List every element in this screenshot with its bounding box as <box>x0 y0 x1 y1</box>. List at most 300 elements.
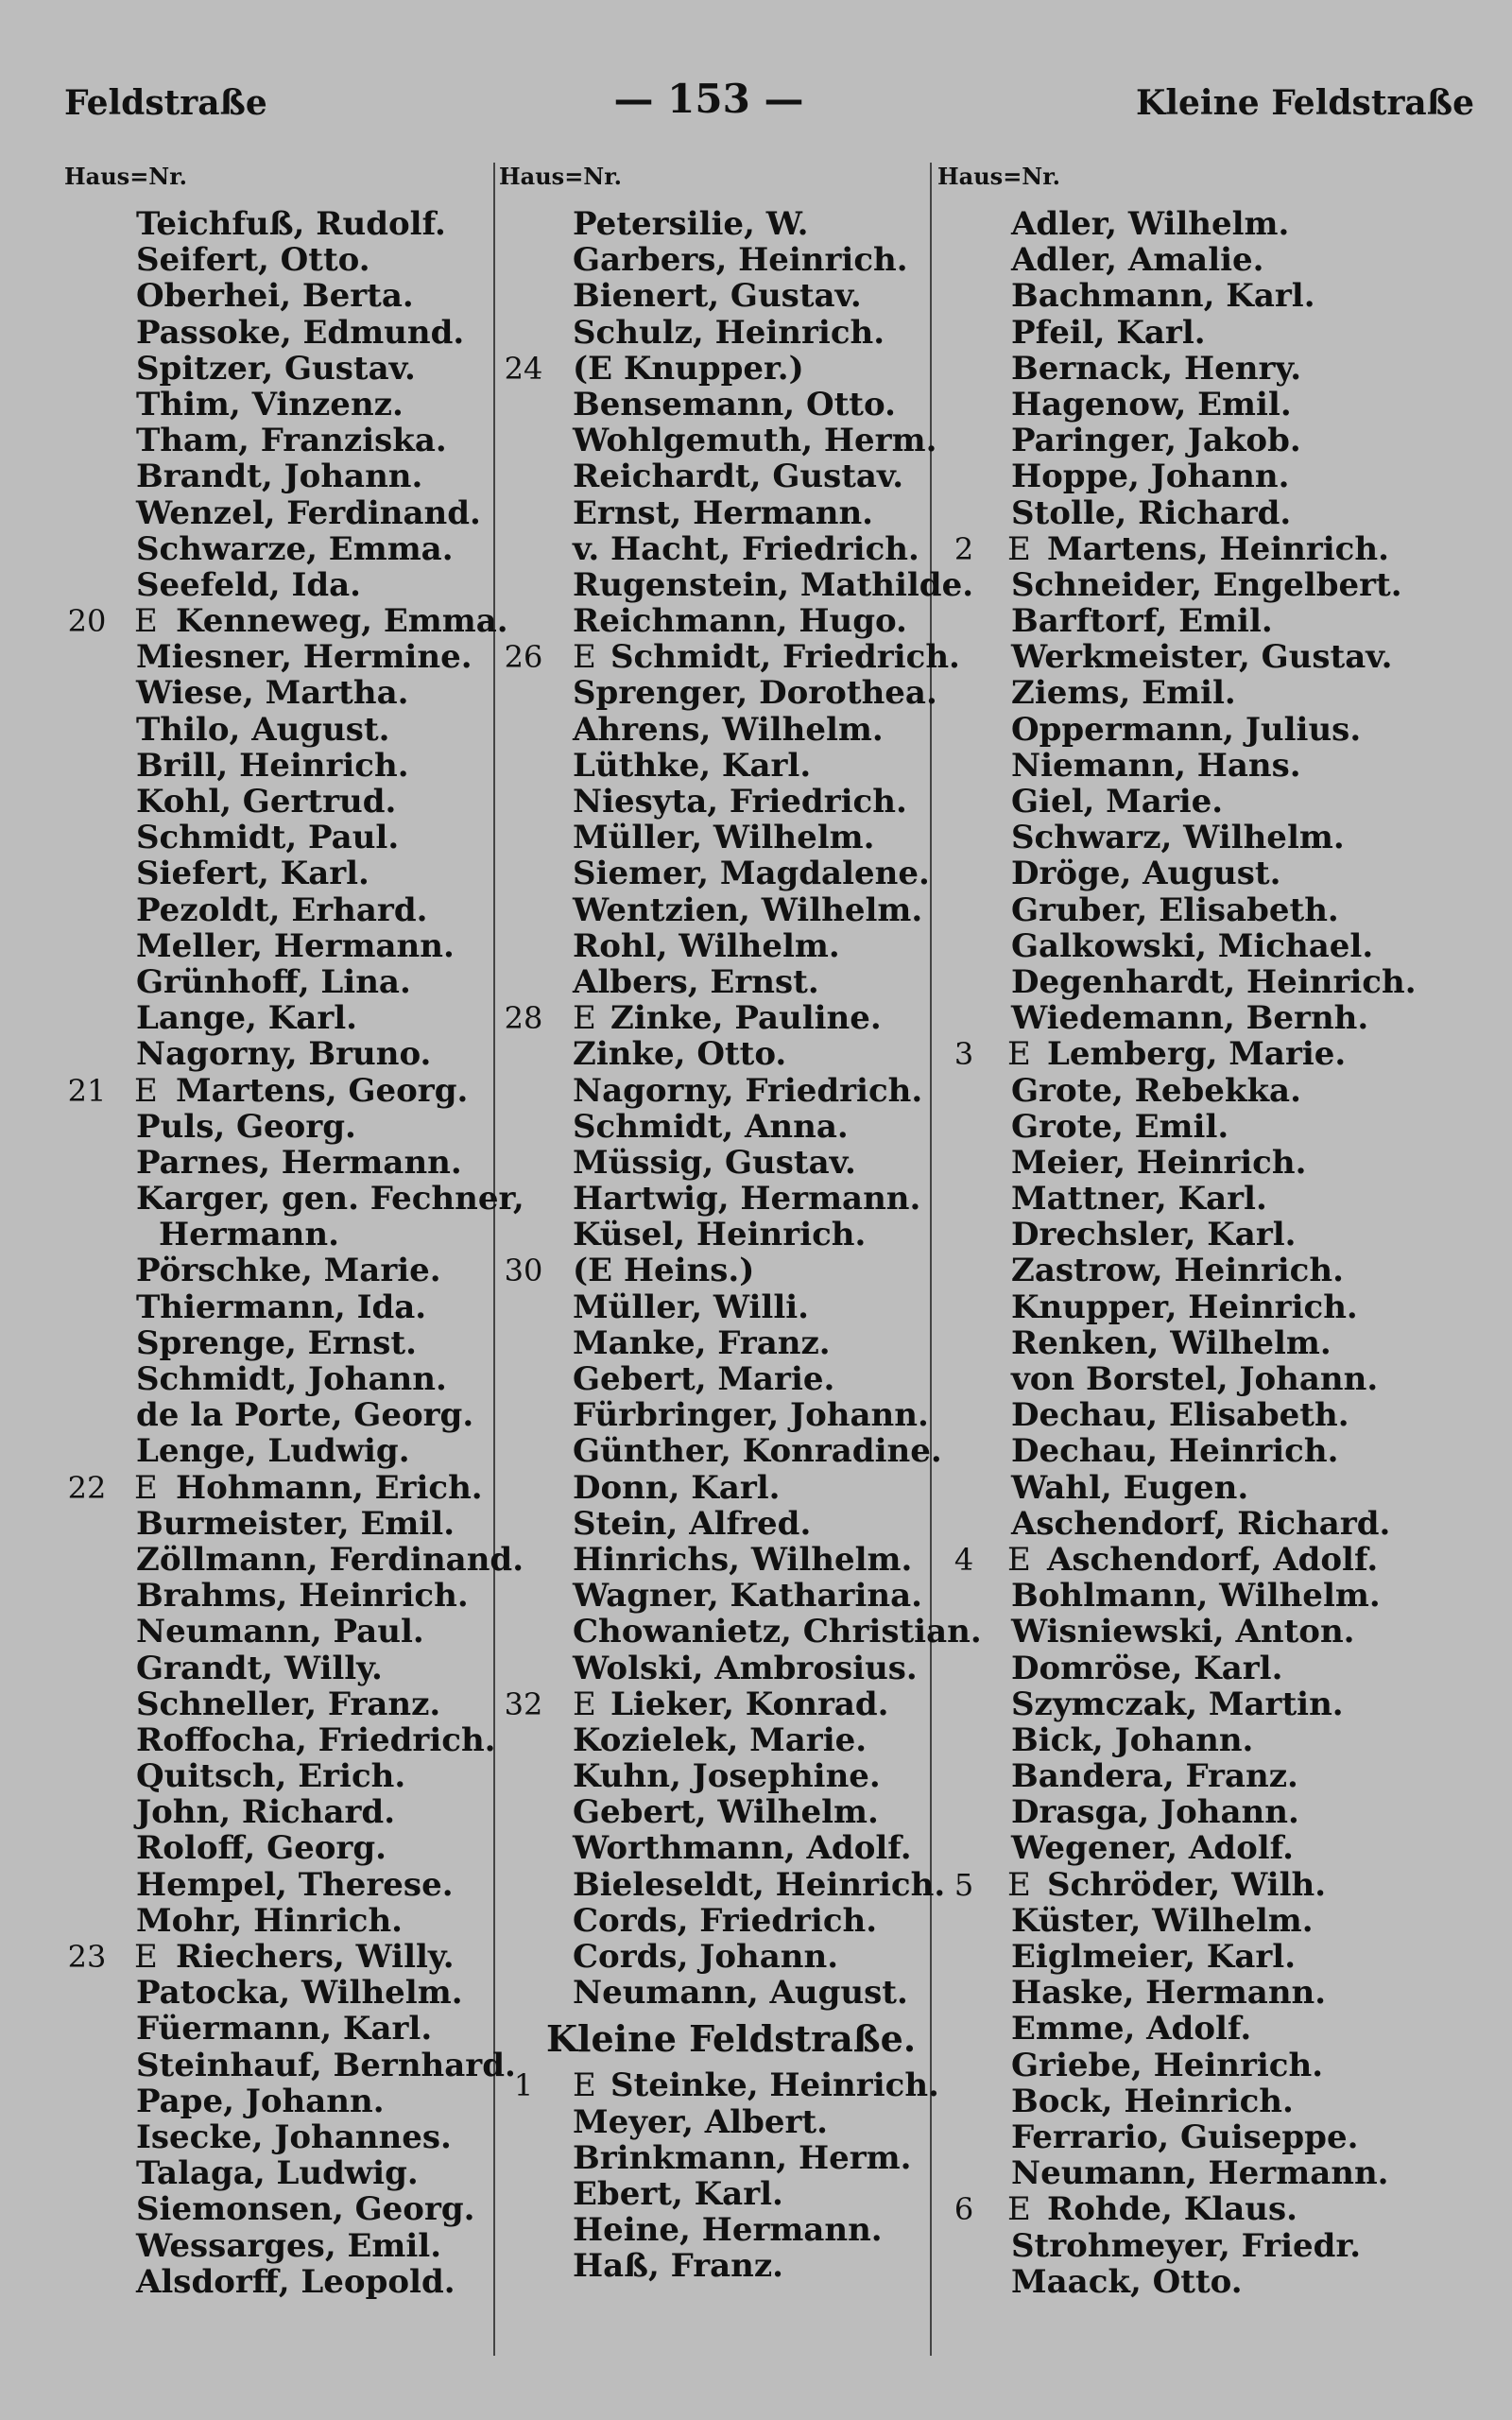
resident-name: Spitzer, Gustav. <box>136 349 416 388</box>
resident-name: Küsel, Heinrich. <box>573 1216 867 1254</box>
resident-name: Thiermann, Ida. <box>136 1288 427 1326</box>
resident-name: Ahrens, Wilhelm. <box>573 710 884 749</box>
resident-name: Kuhn, Josephine. <box>573 1757 881 1796</box>
resident-entry <box>499 495 934 531</box>
resident-entry <box>499 928 934 964</box>
resident-name: Albers, Ernst. <box>573 962 819 1001</box>
resident-entry <box>62 2119 497 2155</box>
resident-entry <box>939 2083 1383 2119</box>
house-number: 5 <box>954 1866 974 1903</box>
resident-name: Aschendorf, Richard. <box>1011 1504 1391 1543</box>
resident-entry <box>499 1361 934 1397</box>
resident-name: Quitsch, Erich. <box>136 1757 406 1796</box>
resident-entry <box>499 1651 934 1686</box>
resident-entry <box>62 2191 497 2227</box>
resident-name: Riechers, Willy. <box>176 1938 455 1976</box>
resident-entry <box>62 2083 497 2119</box>
resident-name: Galkowski, Michael. <box>1011 926 1374 965</box>
resident-entry <box>939 1903 1383 1939</box>
resident-name: (E Heins.) <box>573 1252 755 1290</box>
resident-entry <box>62 495 497 531</box>
resident-entry <box>939 1361 1383 1397</box>
house-number: 23 <box>67 1939 107 1975</box>
resident-name: Grünhoff, Lina. <box>136 962 411 1001</box>
resident-name: Talaga, Ludwig. <box>136 2154 419 2193</box>
resident-entry <box>939 892 1383 928</box>
resident-name: Maack, Otto. <box>1011 2262 1243 2301</box>
resident-name: Rohl, Wilhelm. <box>573 926 840 965</box>
resident-name: Renken, Wilhelm. <box>1011 1323 1332 1362</box>
resident-entry <box>62 1253 497 1288</box>
resident-name: Seifert, Otto. <box>136 241 370 280</box>
resident-entry <box>62 1722 497 1758</box>
resident-name: Dechau, Elisabeth. <box>1011 1396 1349 1435</box>
house-number: 4 <box>954 1541 974 1578</box>
resident-entry <box>62 2155 497 2191</box>
resident-name: Reichmann, Hugo. <box>573 602 907 641</box>
owner-mark: E <box>1007 2190 1031 2229</box>
resident-entry <box>499 206 934 242</box>
resident-name: Siemer, Magdalene. <box>573 855 930 893</box>
resident-name: Niemann, Hans. <box>1011 746 1301 785</box>
resident-entry <box>62 458 497 494</box>
resident-entry <box>499 1289 934 1325</box>
resident-name: Rohde, Klaus. <box>1047 2190 1297 2229</box>
resident-entry <box>62 892 497 928</box>
resident-name: Wisniewski, Anton. <box>1011 1613 1355 1651</box>
resident-entry <box>939 423 1383 458</box>
resident-name: Lemberg, Marie. <box>1047 1035 1347 1074</box>
resident-name: Paringer, Jakob. <box>1011 422 1301 460</box>
resident-name: Wentzien, Wilhelm. <box>573 890 923 929</box>
resident-entry <box>62 1794 497 1830</box>
resident-entry <box>499 1145 934 1181</box>
resident-name: Bensemann, Otto. <box>573 385 896 424</box>
resident-entry <box>62 1000 497 1036</box>
owner-mark: E <box>1007 529 1031 568</box>
resident-name: Lieker, Konrad. <box>610 1685 889 1723</box>
resident-entry <box>939 495 1383 531</box>
resident-entry <box>939 1867 1383 1903</box>
resident-name: Steinhauf, Bernhard. <box>136 2046 516 2084</box>
resident-name: Gruber, Elisabeth. <box>1011 890 1339 929</box>
resident-name: Wenzel, Ferdinand. <box>136 493 481 532</box>
resident-name: Karger, gen. Fechner, <box>136 1180 524 1219</box>
resident-name: Brandt, Johann. <box>136 458 423 496</box>
resident-name: Pezoldt, Erhard. <box>136 890 428 929</box>
house-number: 21 <box>67 1072 107 1109</box>
resident-name: Zastrow, Heinrich. <box>1011 1252 1344 1290</box>
resident-entry <box>939 1686 1383 1722</box>
resident-entry <box>939 2048 1383 2083</box>
resident-name: v. Hacht, Friedrich. <box>573 529 919 568</box>
resident-entry <box>62 1073 497 1109</box>
resident-entry <box>499 2066 939 2105</box>
resident-entry <box>939 242 1383 278</box>
resident-name: Wiedemann, Bernh. <box>1011 999 1369 1038</box>
resident-name: Adler, Wilhelm. <box>1011 205 1290 243</box>
resident-entry <box>499 458 934 494</box>
resident-entry <box>499 2140 934 2176</box>
resident-name: Schmidt, Anna. <box>573 1107 849 1146</box>
owner-mark: E <box>1007 1865 1031 1904</box>
resident-entry <box>939 1073 1383 1109</box>
resident-entry <box>62 1540 524 1579</box>
resident-name: Wagner, Katharina. <box>573 1577 922 1616</box>
resident-entry <box>62 1975 497 2011</box>
resident-name: Müller, Willi. <box>573 1288 810 1326</box>
house-number: 32 <box>504 1685 543 1722</box>
resident-name: Wessarges, Emil. <box>136 2226 442 2265</box>
resident-name: Degenhardt, Heinrich. <box>1011 962 1417 1001</box>
resident-entry <box>939 1217 1383 1253</box>
resident-name: Meller, Hermann. <box>136 926 455 965</box>
resident-entry <box>499 856 934 891</box>
resident-entry <box>939 1289 1383 1325</box>
resident-entry <box>499 2212 934 2248</box>
owner-mark: E <box>573 638 596 677</box>
resident-name: Oberhei, Berta. <box>136 277 414 316</box>
resident-name: Patocka, Wilhelm. <box>136 1974 463 2013</box>
resident-entry <box>939 1830 1383 1866</box>
resident-name: Puls, Georg. <box>136 1107 356 1146</box>
resident-entry <box>62 1325 497 1361</box>
resident-entry <box>499 1253 934 1288</box>
resident-name: Hartwig, Hermann. <box>573 1180 921 1219</box>
resident-name: Drasga, Johann. <box>1011 1793 1299 1832</box>
resident-name: Barftorf, Emil. <box>1011 602 1273 641</box>
resident-name: Stein, Alfred. <box>573 1504 812 1543</box>
resident-name: Heine, Hermann. <box>573 2211 883 2250</box>
resident-entry <box>499 1325 934 1361</box>
resident-entry <box>499 565 974 604</box>
resident-name: Griebe, Heinrich. <box>1011 2046 1324 2084</box>
resident-entry <box>499 278 934 314</box>
resident-entry <box>499 242 934 278</box>
resident-entry <box>62 278 497 314</box>
resident-name: Grote, Rebekka. <box>1011 1071 1301 1110</box>
resident-entry <box>939 1504 1391 1543</box>
resident-entry <box>499 1109 934 1145</box>
resident-entry <box>939 1794 1383 1830</box>
resident-name: Küster, Wilhelm. <box>1011 1901 1314 1940</box>
resident-entry <box>499 1217 934 1253</box>
resident-name: Schwarze, Emma. <box>136 529 454 568</box>
resident-entry <box>939 856 1383 891</box>
resident-entry <box>939 2228 1383 2264</box>
resident-name: Martens, Georg. <box>176 1071 469 1110</box>
resident-entry <box>62 1109 497 1145</box>
resident-entry <box>62 964 497 1000</box>
resident-name: Passoke, Edmund. <box>136 313 465 352</box>
resident-entry <box>499 1613 982 1651</box>
resident-name: Ziems, Emil. <box>1011 674 1236 713</box>
resident-entry <box>499 1036 934 1072</box>
resident-name: Eiglmeier, Karl. <box>1011 1938 1297 1976</box>
resident-name: Hinrichs, Wilhelm. <box>573 1540 913 1579</box>
resident-entry <box>939 712 1383 748</box>
resident-name: Pape, Johann. <box>136 2082 385 2120</box>
resident-name: Neumann, Paul. <box>136 1613 424 1651</box>
resident-name: Pfeil, Karl. <box>1011 313 1206 352</box>
resident-entry <box>939 603 1383 639</box>
resident-entry <box>939 206 1383 242</box>
resident-name: Seefeld, Ida. <box>136 565 361 604</box>
resident-name: Schmidt, Paul. <box>136 819 400 857</box>
house-number: 30 <box>504 1253 543 1289</box>
house-number: 2 <box>954 530 974 567</box>
resident-entry <box>62 1578 497 1614</box>
resident-column-2 <box>499 205 982 2286</box>
resident-entry <box>62 1470 497 1506</box>
resident-name: Bock, Heinrich. <box>1011 2082 1294 2120</box>
resident-entry <box>62 602 508 641</box>
resident-entry <box>499 1000 934 1036</box>
resident-name: Alsdorff, Leopold. <box>136 2262 455 2301</box>
resident-entry <box>939 1614 1383 1650</box>
resident-name: Kohl, Gertrud. <box>136 783 397 821</box>
resident-entry <box>939 278 1383 314</box>
resident-entry <box>62 1036 497 1072</box>
column-label: Haus=Nr. <box>937 163 1061 190</box>
resident-entry <box>939 2119 1383 2155</box>
resident-name: Brinkmann, Herm. <box>573 2138 912 2177</box>
resident-entry <box>62 856 497 891</box>
resident-entry <box>499 1686 934 1722</box>
resident-name: Aschendorf, Adolf. <box>1047 1540 1379 1579</box>
resident-entry <box>499 1794 934 1830</box>
resident-entry <box>939 315 1383 351</box>
resident-name: Wolski, Ambrosius. <box>573 1649 918 1687</box>
resident-entry <box>939 1433 1383 1469</box>
resident-name: Bohlmann, Wilhelm. <box>1011 1577 1381 1616</box>
column-label: Haus=Nr. <box>64 163 188 190</box>
resident-name: Dechau, Heinrich. <box>1011 1432 1339 1471</box>
owner-mark: E <box>134 602 158 641</box>
resident-name: Nagorny, Friedrich. <box>573 1071 923 1110</box>
resident-name: Zinke, Pauline. <box>610 999 882 1038</box>
resident-entry <box>939 1325 1383 1361</box>
street-subheading: Kleine Feldstraße. <box>546 2017 917 2061</box>
resident-name: Neumann, Hermann. <box>1011 2154 1389 2193</box>
resident-entry <box>499 712 934 748</box>
resident-entry <box>62 1180 524 1219</box>
resident-name: Dröge, August. <box>1011 855 1281 893</box>
resident-name: Schneller, Franz. <box>136 1685 441 1723</box>
resident-entry <box>62 387 497 423</box>
resident-name: Adler, Amalie. <box>1011 241 1264 280</box>
resident-entry <box>939 1145 1383 1181</box>
resident-name: Grandt, Willy. <box>136 1649 383 1687</box>
resident-entry <box>499 1470 934 1506</box>
resident-entry <box>499 2248 934 2284</box>
house-number: 28 <box>504 1000 543 1037</box>
house-number: 3 <box>954 1036 974 1073</box>
resident-entry <box>499 1397 934 1433</box>
resident-name: Füermann, Karl. <box>136 2010 433 2048</box>
resident-entry <box>939 565 1402 604</box>
resident-name: Wahl, Eugen. <box>1011 1468 1249 1507</box>
resident-name: Haß, Franz. <box>573 2247 784 2286</box>
resident-name: Steinke, Heinrich. <box>610 2066 939 2105</box>
resident-name: Hermann. <box>159 1216 339 1254</box>
resident-entry <box>62 1506 497 1542</box>
resident-name: Gebert, Marie. <box>573 1360 835 1398</box>
resident-entry <box>939 1470 1383 1506</box>
owner-mark: E <box>134 1938 158 1976</box>
resident-entry <box>499 820 934 856</box>
house-number: 22 <box>67 1469 107 1506</box>
resident-entry <box>62 531 497 567</box>
resident-name: Gebert, Wilhelm. <box>573 1793 879 1832</box>
resident-name: Strohmeyer, Friedr. <box>1011 2226 1362 2265</box>
resident-name: Bienert, Gustav. <box>573 277 862 316</box>
resident-name: Wohlgemuth, Herm. <box>573 422 937 460</box>
resident-name: Schmidt, Johann. <box>136 1360 447 1398</box>
resident-name: Wegener, Adolf. <box>1011 1829 1294 1868</box>
resident-entry <box>62 1939 497 1975</box>
resident-entry <box>499 892 934 928</box>
running-header-right: Kleine Feldstraße <box>1136 83 1474 123</box>
resident-name: von Borstel, Johann. <box>1011 1360 1379 1398</box>
resident-name: Garbers, Heinrich. <box>573 241 908 280</box>
resident-name: de la Porte, Georg. <box>136 1396 474 1435</box>
resident-entry <box>939 1975 1383 2011</box>
resident-entry <box>939 820 1383 856</box>
resident-name: Brill, Heinrich. <box>136 746 409 785</box>
resident-entry <box>939 1181 1383 1217</box>
resident-entry <box>939 2191 1383 2227</box>
resident-entry <box>939 1578 1383 1614</box>
resident-entry <box>62 351 497 387</box>
page-number: — 153 — <box>613 76 804 122</box>
resident-entry <box>939 458 1383 494</box>
resident-name: Hoppe, Johann. <box>1011 458 1290 496</box>
resident-name: Fürbringer, Johann. <box>573 1396 929 1435</box>
resident-entry <box>499 603 934 639</box>
resident-name: (E Knupper.) <box>573 349 804 388</box>
resident-name: Cords, Friedrich. <box>573 1901 878 1940</box>
resident-name: Ebert, Karl. <box>573 2174 783 2213</box>
resident-entry <box>939 1758 1383 1794</box>
resident-entry <box>499 387 934 423</box>
resident-entry <box>62 1397 497 1433</box>
resident-entry <box>499 784 934 820</box>
resident-entry <box>499 964 934 1000</box>
resident-entry <box>939 1939 1383 1975</box>
resident-entry <box>939 784 1383 820</box>
resident-name: Schmidt, Friedrich. <box>610 638 960 677</box>
resident-name: Ferrario, Guiseppe. <box>1011 2118 1359 2156</box>
resident-entry <box>62 1651 497 1686</box>
resident-entry <box>499 351 934 387</box>
resident-name: Zinke, Otto. <box>573 1035 787 1074</box>
resident-entry <box>499 674 937 713</box>
owner-mark: E <box>573 999 596 1038</box>
resident-name: Stolle, Richard. <box>1011 493 1292 532</box>
resident-entry <box>62 1758 497 1794</box>
resident-entry <box>939 1722 1383 1758</box>
resident-name: Teichfuß, Rudolf. <box>136 205 446 243</box>
resident-name: Drechsler, Karl. <box>1011 1216 1297 1254</box>
resident-name: Meyer, Albert. <box>573 2102 828 2141</box>
resident-entry <box>499 748 934 784</box>
resident-entry <box>939 2011 1383 2047</box>
resident-name: Domröse, Karl. <box>1011 1649 1283 1687</box>
resident-entry <box>62 423 497 458</box>
resident-entry <box>62 2046 516 2084</box>
resident-entry <box>499 531 934 567</box>
resident-entry <box>939 928 1383 964</box>
resident-entry <box>939 1036 1383 1072</box>
resident-name: Grote, Emil. <box>1011 1107 1229 1146</box>
owner-mark: E <box>134 1071 158 1110</box>
resident-name: Lenge, Ludwig. <box>136 1432 410 1471</box>
resident-name: Hempel, Therese. <box>136 1865 454 1904</box>
resident-name: Giel, Marie. <box>1011 783 1224 821</box>
resident-name: Meier, Heinrich. <box>1011 1143 1307 1182</box>
resident-name: Tham, Franziska. <box>136 422 447 460</box>
resident-entry <box>499 1181 934 1217</box>
resident-entry <box>499 1432 942 1471</box>
resident-name: Pörschke, Marie. <box>136 1252 441 1290</box>
resident-name: Günther, Konradine. <box>573 1432 942 1471</box>
resident-entry <box>939 387 1383 423</box>
resident-name: Roffocha, Friedrich. <box>136 1720 496 1759</box>
resident-entry <box>62 675 497 711</box>
resident-name: Cords, Johann. <box>573 1938 839 1976</box>
resident-column-3 <box>939 205 1417 2301</box>
owner-mark: E <box>573 1685 596 1723</box>
resident-name: Bieleseldt, Heinrich. <box>573 1865 946 1904</box>
resident-entry <box>939 638 1393 677</box>
resident-entry <box>62 242 497 278</box>
resident-name: Martens, Heinrich. <box>1047 529 1389 568</box>
resident-entry <box>62 712 497 748</box>
resident-name: Knupper, Heinrich. <box>1011 1288 1358 1326</box>
resident-entry <box>62 1217 497 1253</box>
resident-name: Kenneweg, Emma. <box>176 602 508 641</box>
resident-entry <box>62 928 497 964</box>
resident-name: Chowanietz, Christian. <box>573 1613 982 1651</box>
resident-entry <box>939 1542 1383 1578</box>
owner-mark: E <box>573 2066 596 2105</box>
resident-name: Haske, Hermann. <box>1011 1974 1327 2013</box>
resident-name: Lüthke, Karl. <box>573 746 812 785</box>
resident-name: Manke, Franz. <box>573 1323 831 1362</box>
resident-name: Schröder, Wilh. <box>1047 1865 1327 1904</box>
resident-name: Oppermann, Julius. <box>1011 710 1362 749</box>
resident-entry <box>62 1614 497 1650</box>
resident-entry <box>499 1073 934 1109</box>
resident-name: Wiese, Martha. <box>136 674 409 713</box>
resident-entry <box>939 351 1383 387</box>
resident-name: Thilo, August. <box>136 710 390 749</box>
resident-entry <box>62 1433 497 1469</box>
resident-entry <box>499 1542 934 1578</box>
resident-entry <box>499 1578 934 1614</box>
resident-entry <box>939 1651 1383 1686</box>
resident-entry <box>939 748 1383 784</box>
resident-name: Roloff, Georg. <box>136 1829 387 1868</box>
resident-name: Siefert, Karl. <box>136 855 369 893</box>
resident-entry <box>939 962 1417 1001</box>
resident-name: Reichardt, Gustav. <box>573 458 904 496</box>
resident-name: Siemonsen, Georg. <box>136 2190 475 2229</box>
resident-entry <box>62 567 497 603</box>
resident-name: Szymczak, Martin. <box>1011 1685 1344 1723</box>
resident-entry <box>499 2104 934 2140</box>
